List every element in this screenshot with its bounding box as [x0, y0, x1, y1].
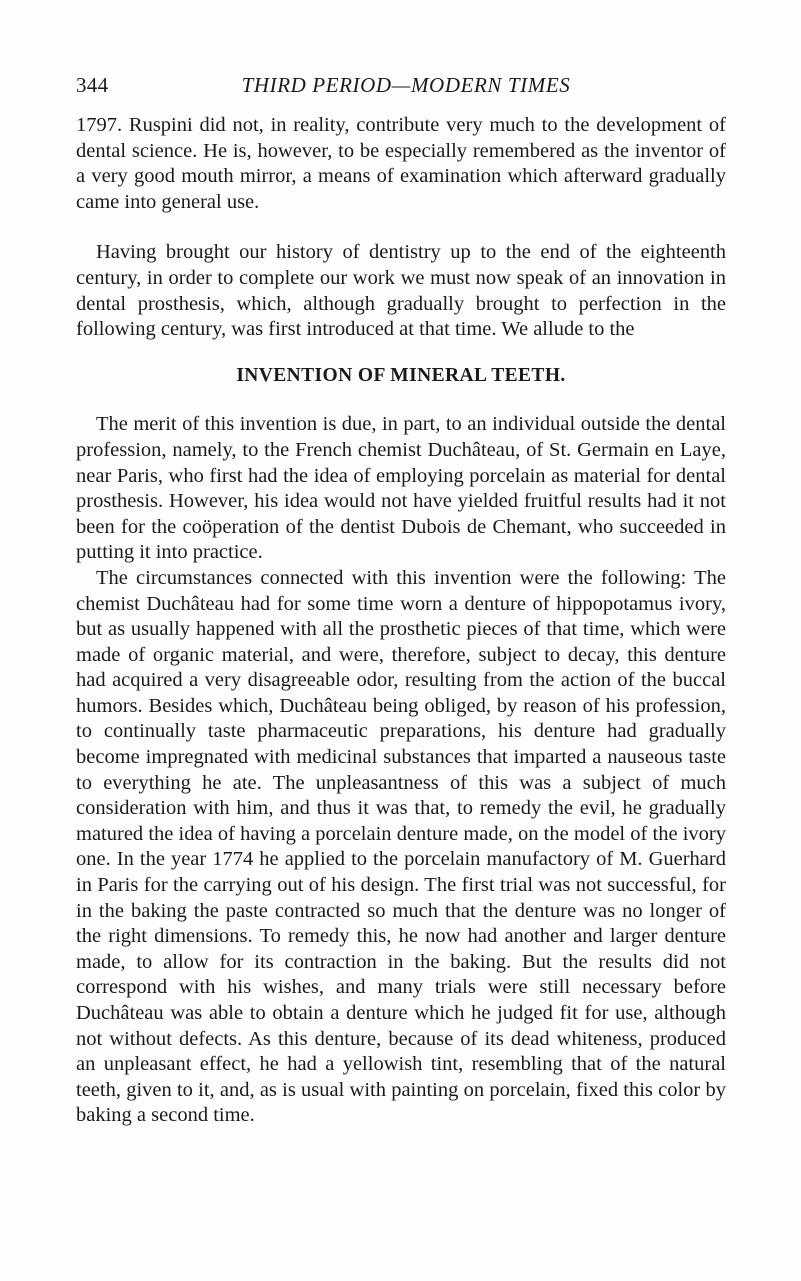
- paragraph-history-intro: Having brought our history of dentistry up to the end of the eighteenth century, in order to complete our work we must now speak of an innovation in dental prosthesis, which, although gradually brought to perfection in the following century, was first introduced at that time. We allude to the: [76, 241, 726, 341]
- paragraph-ruspini: 1797. Ruspini did not, in reality, contribute very much to the development of dental science. He is, however, to be especially remembered as the inventor of a very good mouth mirror, a means of examination which afterward gradually came into general use.: [76, 114, 726, 213]
- running-title: THIRD PERIOD—MODERN TIMES: [241, 73, 571, 97]
- section-heading: INVENTION OF MINERAL TEETH.: [236, 364, 566, 386]
- page-number: 344: [76, 73, 109, 97]
- body-text: [76, 113, 726, 1129]
- paragraph-circumstances: The circumstances connected with this invention were the following: The chemist Duchâteau had for some time worn a denture of hippopotamus ivory, but as usually happened with all the prosthetic pieces of that time, which were made of organic material, and were, therefore, subject to decay, this denture had acquired a very disagreeable odor, resulting from the action of the buccal humors. Besides which, Duchâteau being obliged, by reason of his profession, to continually taste pharmaceutic preparations, his denture had gradually become impregnated with medicinal substances that imparted a nauseous taste to everything he ate. The unpleasantness of this was a subject of much consideration with him, and thus it was that, to remedy the evil, he gradually matured the idea of having a porcelain denture made, on the model of the ivory one. In the year 1774 he applied to the porcelain manufactory of M. Guerhard in Paris for the carrying out of his design. The first trial was not successful, for in the baking the paste contracted so much that the denture was no longer of the right dimensions. To remedy this, he now had another and larger denture made, to allow for its contraction in the baking. But the results did not correspond with his wishes, and many trials were still necessary before Duchâteau was able to obtain a denture which he judged fit for use, although not without defects. As this denture, because of its dead whiteness, produced an unpleasant effect, he had a yellowish tint, resembling that of the natural teeth, given to it, and, as is usual with painting on porcelain, fixed this color by baking a second time.: [76, 566, 726, 1127]
- paragraph-merit: The merit of this invention is due, in part, to an individual outside the dental profession, namely, to the French chemist Duchâteau, of St. Germain en Laye, near Paris, who first had the idea of employing porcelain as material for dental prosthesis. However, his idea would not have yielded fruitful results had it not been for the coöperation of the dentist Dubois de Chemant, who succeeded in putting it into practice.: [76, 413, 726, 564]
- running-header: [76, 70, 736, 100]
